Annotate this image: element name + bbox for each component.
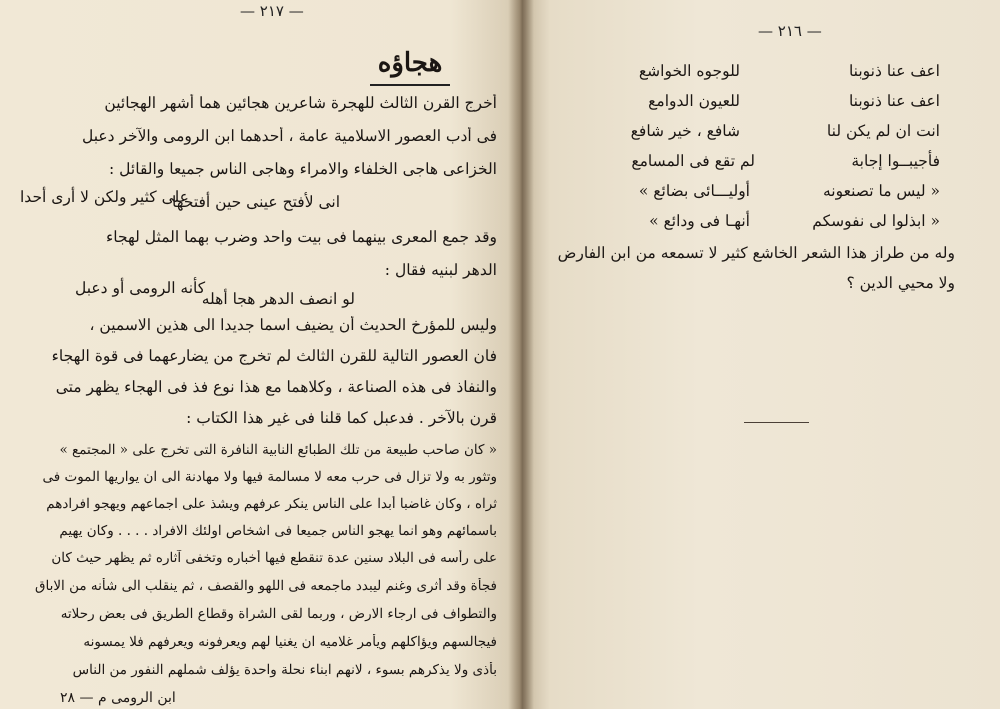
quote-line: « كان صاحب طبيعة من تلك الطبائع النابية النافرة التى تخرج على « المجتمع » (59, 442, 497, 458)
paragraph-line: الخزاعى هاجى الخلفاء والامراء وهاجى الناس جميعا والقائل : (109, 160, 497, 178)
quote-line: والتطواف فى ارجاء الارض ، وربما لقى الشراة وقطاع الطريق فى بعض رحلاته (60, 606, 497, 622)
verse-right-hemistich: لو انصف الدهر هجا أهله (201, 290, 355, 308)
verse-right-hemistich: اعف عنا ذنوبنا (848, 62, 940, 80)
paragraph-line: أخرج القرن الثالث للهجرة شاعرين هجائين هما أشهر الهجائين (104, 94, 497, 112)
right-page-number: — ٢١٦ — (758, 22, 822, 40)
verse-left-hemistich: للوجوه الخواشع (638, 62, 740, 80)
left-page-number: — ٢١٧ — (240, 2, 304, 20)
section-rule (744, 422, 809, 423)
verse-right-hemistich: فأجيبــوا إجابة (851, 152, 940, 170)
verse-left-hemistich: لم تقع فى المسامع (631, 152, 755, 170)
verse-left-hemistich: كأنه الرومى أو دعبل (75, 279, 206, 297)
quote-line: باسمائهم وهو انما يهجو الناس جميعا فى اشخاص اولئك الافراد . . . . وكان يهيم (59, 523, 497, 539)
quote-line: على رأسه فى البلاد سنين عدة تنقطع فيها أخباره وتخفى آثاره ثم يظهر حيث كان (51, 550, 497, 566)
paragraph-line: قرن بالآخر . فدعبل كما قلنا فى غير هذا الكتاب : (186, 409, 497, 427)
verse-right-hemistich: اعف عنا ذنوبنا (848, 92, 940, 110)
chapter-title: هجاؤه (377, 48, 443, 78)
verse-left-hemistich: شافع ، خير شافع (630, 122, 740, 140)
paragraph-line: وقد جمع المعرى بينهما فى بيت واحد وضرب بهما المثل لهجاء (105, 228, 497, 246)
verse-right-hemistich: انت ان لم يكن لنا (826, 122, 940, 140)
verse-left-hemistich: أوليـــائى بضائع » (638, 182, 750, 200)
paragraph-line: فان العصور التالية للقرن الثالث لم تخرج من يضارعهما فى قوة الهجاء (51, 347, 497, 365)
paragraph-line: والنفاذ فى هذه الصناعة ، وكلاهما مع هذا نوع فذ فى الهجاء يظهر متى (55, 378, 497, 396)
verse-right-hemistich: « ليس ما تصنعونه (823, 182, 940, 200)
quote-line: ثراه ، وكان غاضبا أبدا على الناس ينكر عرفهم ويشذ على اجماعهم ويهجو افرادهم (46, 496, 497, 512)
quote-line: فيجالسهم ويؤاكلهم ويأمر غلاميه ان يغنيا لهم ويعرفونه ويعرفهم فلا يمسونه (83, 634, 497, 650)
verse-left-hemistich: للعيون الدوامع (648, 92, 740, 110)
quote-line: وتثور به ولا تزال فى حرب معه لا مسالمة فيها ولا مهادنة الى ان يواريها الموت فى (42, 469, 497, 485)
paragraph-line: الدهر لبنيه فقال : (384, 261, 497, 279)
verse-left-hemistich: أنهـا فى ودائع » (649, 212, 750, 230)
paragraph-line: فى أدب العصور الاسلامية عامة ، أحدهما ابن الرومى والآخر دعبل (81, 127, 497, 145)
closing-line: وله من طراز هذا الشعر الخاشع كثير لا تسمعه من ابن الفارض (557, 244, 955, 262)
paragraph-line: وليس للمؤرخ الحديث أن يضيف اسما جديدا الى هذين الاسمين ، (89, 316, 497, 334)
quote-line: بأذى ولا يذكرهم بسوء ، لانهم ابناء نحلة واحدة يؤلف شملهم النفور من الناس (72, 662, 497, 678)
verse-right-hemistich: « ابذلوا لى نفوسكم (812, 212, 940, 230)
right-page (528, 0, 1000, 709)
footer-signature: ابن الرومى م — ٢٨ (60, 690, 176, 706)
quote-line: فجأة وقد أثرى وغنم ليبدد ماجمعه فى اللهو والقصف ، ثم ينقلب الى شأنه من الاباق (35, 578, 497, 594)
chapter-underline (370, 84, 450, 86)
verse-left-hemistich: على كثير ولكن لا أرى أحدا (20, 188, 189, 206)
verse-right-hemistich: انى لأفتح عينى حين أفتحها (171, 193, 340, 211)
closing-line: ولا محيي الدين ؟ (846, 274, 955, 292)
